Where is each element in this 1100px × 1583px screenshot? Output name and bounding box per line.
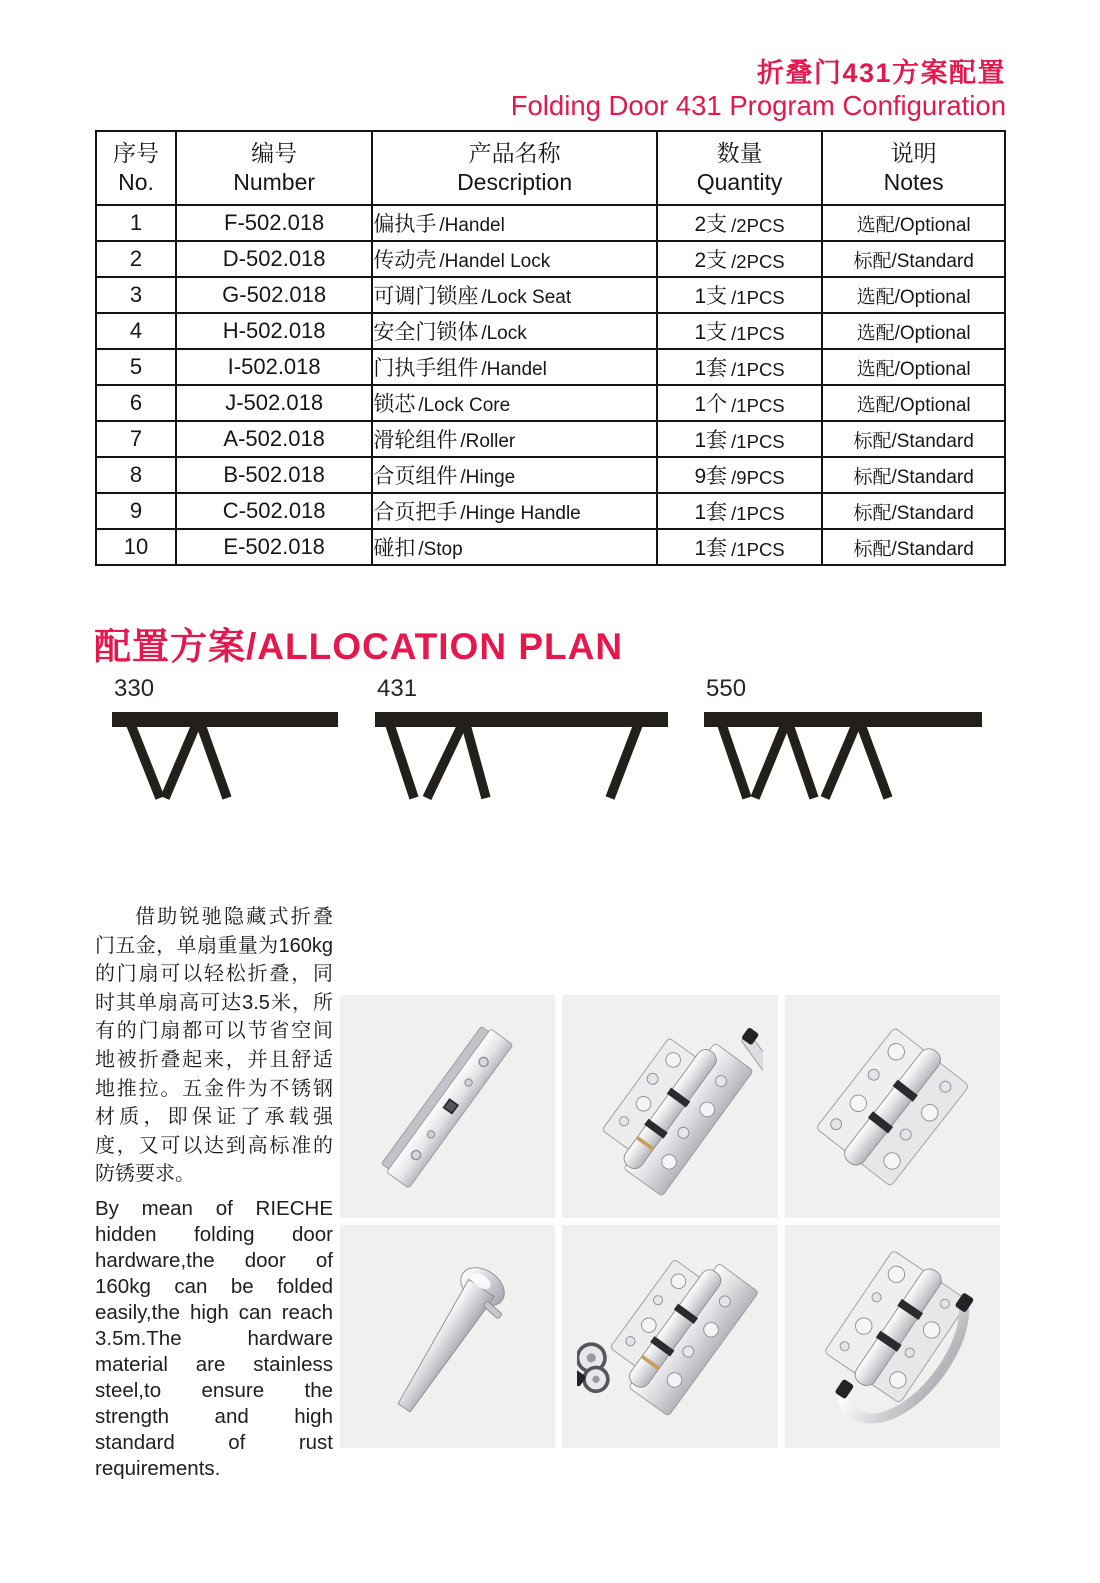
cell-no: 7 (96, 421, 176, 457)
quantity-cn: 2支 (694, 249, 728, 272)
cell-quantity (657, 313, 822, 349)
description-en: /Handel Lock (439, 251, 551, 272)
description-en: /Lock Seat (481, 287, 572, 308)
header-number-cn: 编号 (251, 140, 298, 166)
folding-track-diagram-550-icon (704, 705, 982, 800)
description-en: /Hinge Handle (460, 503, 581, 524)
cell-notes: 选配/Optional (822, 313, 1005, 349)
spec-table (95, 130, 1006, 566)
cell-no: 4 (96, 313, 176, 349)
allocation-diagram-330 (112, 676, 338, 805)
description-cn: 可调门锁座 (373, 285, 479, 308)
table-row (96, 529, 1005, 565)
table-row (96, 349, 1005, 385)
description-cn: 传动壳 (373, 249, 437, 272)
product-photo-grid (340, 995, 1000, 1448)
quantity-cn: 2支 (694, 213, 728, 236)
cell-description (372, 241, 657, 277)
description-en: /Lock Core (418, 395, 511, 416)
diagram-label: 330 (114, 675, 155, 702)
cell-description (372, 349, 657, 385)
allocation-diagram-550 (704, 676, 982, 805)
paragraph-english: By mean of RIECHE hidden folding door hardware,the door of 160kg can be folded easily,the high can reach 3.5m.The hardware material are stainless steel,to ensure the strength and high standard of rust requirements. (95, 1196, 333, 1480)
quantity-cn: 1套 (694, 429, 728, 452)
cell-description (372, 313, 657, 349)
header-description-en: Description (457, 169, 573, 195)
header-description (372, 131, 657, 205)
header-no-en: No. (118, 169, 154, 195)
description-cn: 偏执手 (373, 213, 437, 236)
cell-notes: 标配/Standard (822, 457, 1005, 493)
quantity-en: /1PCS (731, 395, 785, 416)
header-notes (822, 131, 1005, 205)
cell-number: H-502.018 (176, 313, 372, 349)
table-row (96, 421, 1005, 457)
cell-notes: 标配/Standard (822, 529, 1005, 565)
description-cn: 安全门锁体 (373, 321, 479, 344)
description-text-column (95, 903, 333, 1482)
photo-lock-body (340, 995, 555, 1218)
cell-number: D-502.018 (176, 241, 372, 277)
cell-no: 8 (96, 457, 176, 493)
hinge-with-pull-handle-icon (800, 1241, 985, 1433)
table-row (96, 313, 1005, 349)
quantity-en: /1PCS (731, 503, 785, 524)
cell-no: 6 (96, 385, 176, 421)
description-cn: 合页组件 (373, 465, 458, 488)
cell-number: I-502.018 (176, 349, 372, 385)
photo-hinge-bottom-rollers (562, 1225, 777, 1448)
header-number (176, 131, 372, 205)
page-title (511, 56, 1006, 121)
header-notes-en: Notes (883, 169, 944, 195)
quantity-cn: 1套 (694, 501, 728, 524)
quantity-en: /1PCS (731, 323, 785, 344)
table-body (96, 205, 1005, 565)
table-row (96, 385, 1005, 421)
cell-number: G-502.018 (176, 277, 372, 313)
page-title-cn: 折叠门431方案配置 (756, 58, 1006, 88)
cell-number: C-502.018 (176, 493, 372, 529)
quantity-cn: 9套 (694, 465, 728, 488)
quantity-en: /9PCS (731, 467, 785, 488)
cell-description (372, 529, 657, 565)
description-en: /Hinge (460, 467, 516, 488)
cell-quantity (657, 457, 822, 493)
quantity-en: /1PCS (731, 359, 785, 380)
cell-description (372, 457, 657, 493)
cell-number: B-502.018 (176, 457, 372, 493)
description-en: /Lock (481, 323, 527, 344)
header-row (96, 131, 1005, 205)
cell-description (372, 277, 657, 313)
cell-notes: 标配/Standard (822, 241, 1005, 277)
quantity-cn: 1套 (694, 357, 728, 380)
cell-no: 9 (96, 493, 176, 529)
quantity-en: /1PCS (731, 539, 785, 560)
cell-quantity (657, 529, 822, 565)
cell-no: 5 (96, 349, 176, 385)
spec-table-header (96, 131, 1005, 205)
cell-no: 3 (96, 277, 176, 313)
diagram-label: 550 (706, 675, 747, 702)
cell-notes: 选配/Optional (822, 349, 1005, 385)
cell-number: J-502.018 (176, 385, 372, 421)
header-quantity-cn: 数量 (716, 140, 763, 166)
cell-notes: 选配/Optional (822, 205, 1005, 241)
header-number-en: Number (233, 169, 316, 195)
cell-number: F-502.018 (176, 205, 372, 241)
description-en: /Roller (460, 431, 516, 452)
quantity-en: /2PCS (731, 251, 785, 272)
cell-no: 10 (96, 529, 176, 565)
cell-quantity (657, 241, 822, 277)
quantity-cn: 1支 (694, 321, 728, 344)
photo-door-handle (340, 1225, 555, 1448)
cell-notes: 标配/Standard (822, 493, 1005, 529)
description-en: /Handel (481, 359, 547, 380)
table-row (96, 241, 1005, 277)
description-en: /Stop (418, 539, 463, 560)
cell-number: A-502.018 (176, 421, 372, 457)
folding-hinge-icon (800, 1011, 985, 1203)
table-row (96, 457, 1005, 493)
description-cn: 门执手组件 (373, 357, 479, 380)
quantity-cn: 1套 (694, 537, 728, 560)
photo-folding-hinge (785, 995, 1000, 1218)
quantity-en: /1PCS (731, 431, 785, 452)
table-row (96, 205, 1005, 241)
header-quantity-en: Quantity (696, 169, 783, 195)
cell-description (372, 493, 657, 529)
quantity-cn: 1个 (694, 393, 728, 416)
cell-quantity (657, 385, 822, 421)
door-handle-icon (355, 1241, 540, 1433)
photo-hinge-top-roller (562, 995, 777, 1218)
page-title-en: Folding Door 431 Program Configuration (510, 90, 1006, 121)
header-notes-cn: 说明 (890, 140, 937, 166)
cell-quantity (657, 205, 822, 241)
cell-quantity (657, 493, 822, 529)
description-cn: 滑轮组件 (373, 429, 458, 452)
description-cn: 合页把手 (373, 501, 458, 524)
header-description-cn: 产品名称 (468, 140, 561, 166)
header-no (96, 131, 176, 205)
cell-quantity (657, 349, 822, 385)
folding-track-diagram-431-icon (375, 705, 668, 800)
hinge-with-top-roller-icon (577, 1011, 762, 1203)
cell-notes: 选配/Optional (822, 277, 1005, 313)
allocation-heading: 配置方案/ALLOCATION PLAN (94, 626, 624, 667)
table-row (96, 493, 1005, 529)
paragraph-chinese: 借助锐驰隐藏式折叠门五金，单扇重量为160kg的门扇可以轻松折叠，同时其单扇高可达3.5米，所有的门扇都可以节省空间地被折叠起来，并且舒适地推拉。五金件为不锈钢材质，即保证了承载强度，又可以达到高标准的防锈要求。 (95, 906, 333, 1186)
cell-description (372, 385, 657, 421)
quantity-en: /2PCS (731, 215, 785, 236)
cell-no: 1 (96, 205, 176, 241)
description-cn: 锁芯 (373, 393, 416, 416)
cell-description (372, 205, 657, 241)
cell-no: 2 (96, 241, 176, 277)
cell-number: E-502.018 (176, 529, 372, 565)
diagram-label: 431 (377, 675, 418, 702)
header-quantity (657, 131, 822, 205)
description-cn: 碰扣 (373, 537, 416, 560)
table-row (96, 277, 1005, 313)
cell-quantity (657, 277, 822, 313)
quantity-en: /1PCS (731, 287, 785, 308)
cell-quantity (657, 421, 822, 457)
cell-description (372, 421, 657, 457)
cell-notes: 标配/Standard (822, 421, 1005, 457)
description-en: /Handel (439, 215, 505, 236)
header-no-cn: 序号 (112, 140, 159, 166)
folding-track-diagram-330-icon (112, 705, 338, 800)
lock-body-icon (355, 1011, 540, 1203)
allocation-diagram-431 (375, 676, 668, 805)
quantity-cn: 1支 (694, 285, 728, 308)
hinge-with-bottom-rollers-icon (577, 1241, 762, 1433)
photo-hinge-pull-handle (785, 1225, 1000, 1448)
cell-notes: 选配/Optional (822, 385, 1005, 421)
